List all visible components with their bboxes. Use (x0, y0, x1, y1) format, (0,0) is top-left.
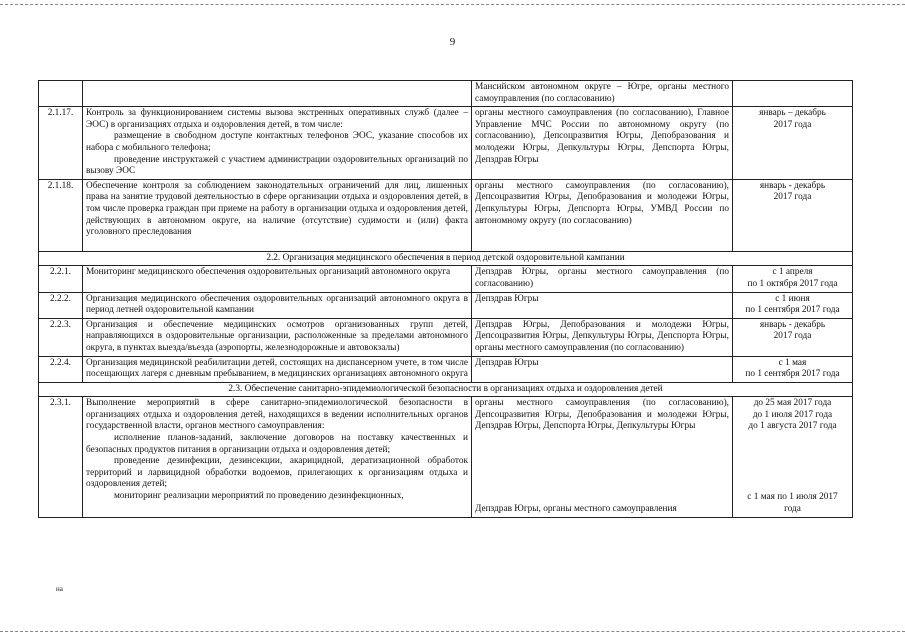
activity-cell: Организация медицинской реабилитации детей, состоящих на диспансерном учете, в том числе посещающих лагеря с дневным пребыванием, в медицинских организациях автономного округа (83, 356, 472, 382)
responsible-cell: Депздрав Югры, Депобразования и молодежи Югры, Депсоцразвития Югры, Депкультуры Югры, Депспорта Югры, органы местного самоуправления (по согласованию) (472, 318, 733, 356)
activity-text: Контроль за функционированием системы вызова экстренных оперативных служб (далее – ЭОС) в организациях отдыха и оздоровления детей, в том числе: (86, 108, 468, 130)
table-row (39, 356, 853, 382)
row-number: 2.1.17. (39, 107, 83, 180)
table-row (39, 107, 853, 180)
table-row (39, 179, 853, 251)
term-cell: январь – декабрь 2017 года (733, 107, 853, 180)
section-header-row (39, 382, 853, 397)
responsible-cell: Мансийском автономном округе – Югре, органы местного самоуправления (по согласованию) (472, 81, 733, 107)
section-header-row (39, 251, 853, 266)
activity-text: проведение инструктажей с участием администрации оздоровительных организаций по вызову ЭОС (86, 154, 468, 177)
activity-cell (83, 81, 472, 107)
activity-text: исполнение планов-заданий, заключение договоров на поставку качественных и безопасных продуктов питания в организации отдыха и оздоровления детей; (86, 433, 468, 455)
term-cell: до 25 мая 2017 года до 1 июля 2017 года до 1 августа 2017 года с 1 мая по 1 июля 2017 года (733, 397, 853, 517)
term-cell: январь - декабрь 2017 года (733, 318, 853, 356)
activity-text: проведение дезинфекции, дезинсекции, акарицидной, дератизационной обработок территорий и ларвицидной обработки водоемов, прилегающих к организациям отдыха и оздоровления детей; (86, 456, 468, 490)
scan-bottom-edge (0, 631, 905, 632)
responsible-cell: органы местного самоуправления (по согласованию), Депсоцразвития Югры, Депобразования и молодежи Югры, Депздрав Югры, Депспорта Югры, Депкультуры Югры Депздрав Югры, органы местного самоуправления (472, 397, 733, 517)
activity-text: размещение в свободном доступе контактных телефонов ЭОС, указание способов их набора с мобильного телефона; (86, 131, 468, 153)
table-row (39, 318, 853, 356)
activity-text: Обеспечение контроля за соблюдением законодательных ограничений для лиц, лишенных права на занятие трудовой деятельностью в сфере организации отдыха и оздоровления детей, в том числе проверка граждан при приеме на работу в организации отдыха и оздоровления детей, действующих в автономном округе, на наличие (отсутствие) судимости и (или) факта уголовного преследования (86, 180, 468, 238)
row-number: 2.2.2. (39, 292, 83, 318)
activity-cell (83, 179, 472, 251)
row-number: 2.1.18. (39, 179, 83, 251)
activities-table (38, 80, 853, 518)
activity-cell: Мониторинг медицинского обеспечения оздоровительных организаций автономного округа (83, 266, 472, 292)
table-row (39, 292, 853, 318)
table-row (39, 81, 853, 107)
activity-text: мониторинг реализации мероприятий по проведению дезинфекционных, (114, 491, 404, 502)
activity-cell (83, 107, 472, 180)
term-cell: с 1 мая по 1 сентября 2017 года (733, 356, 853, 382)
term-cell: с 1 июня по 1 сентября 2017 года (733, 292, 853, 318)
activity-cell: Организация медицинского обеспечения оздоровительных организаций автономного округа в период летней оздоровительной кампании (83, 292, 472, 318)
responsible-cell: Депздрав Югры, органы местного самоуправления (по согласованию) (472, 266, 733, 292)
section-title: 2.2. Организация медицинского обеспечения в период детской оздоровительной кампании (39, 251, 853, 266)
activity-cell (83, 397, 472, 517)
activity-cell: Организация и обеспечение медицинских осмотров организованных групп детей, направляющихся в оздоровительные организации, расположенные за пределами автономного округа, в пунктах выезда/въезда (аэропорты, железнодорожные и автовокзалы) (83, 318, 472, 356)
page-number: 9 (449, 36, 456, 48)
num-cell (39, 81, 83, 107)
table-row (39, 397, 853, 517)
responsible-cell: Депздрав Югры (472, 356, 733, 382)
responsible-cell: органы местного самоуправления (по согласованию), Главное Управление МЧС России по автономному округу (по согласованию), Депсоцразвития Югры, Депобразования и молодежи Югры, Депкультуры Югры, Депспорта Югры, Депздрав Югры (472, 107, 733, 180)
responsible-cell: Депздрав Югры (472, 292, 733, 318)
responsible-cell: органы местного самоуправления (по согласованию), Депсоцразвития Югры, Депобразования и молодежи Югры, Депкультуры Югры, Депспорта Югры, УМВД России по автономному округу (по согласованию) (472, 179, 733, 251)
row-number: 2.2.3. (39, 318, 83, 356)
row-number: 2.2.1. (39, 266, 83, 292)
scan-top-edge (0, 4, 905, 5)
table-row (39, 266, 853, 292)
row-number: 2.3.1. (39, 397, 83, 517)
term-cell: январь - декабрь 2017 года (733, 179, 853, 251)
term-cell (733, 81, 853, 107)
row-number: 2.2.4. (39, 356, 83, 382)
footer-mark: на (56, 585, 63, 593)
term-cell: с 1 апреля по 1 октября 2017 года (733, 266, 853, 292)
section-title: 2.3. Обеспечение санитарно-эпидемиологической безопасности в организациях отдыха и оздоровления детей (39, 382, 853, 397)
activity-text: Выполнение мероприятий в сфере санитарно-эпидемиологической безопасности в организациях отдыха и оздоровления детей, находящихся в ведении исполнительных органов государственной власти, органов местного самоуправления: (86, 398, 468, 432)
